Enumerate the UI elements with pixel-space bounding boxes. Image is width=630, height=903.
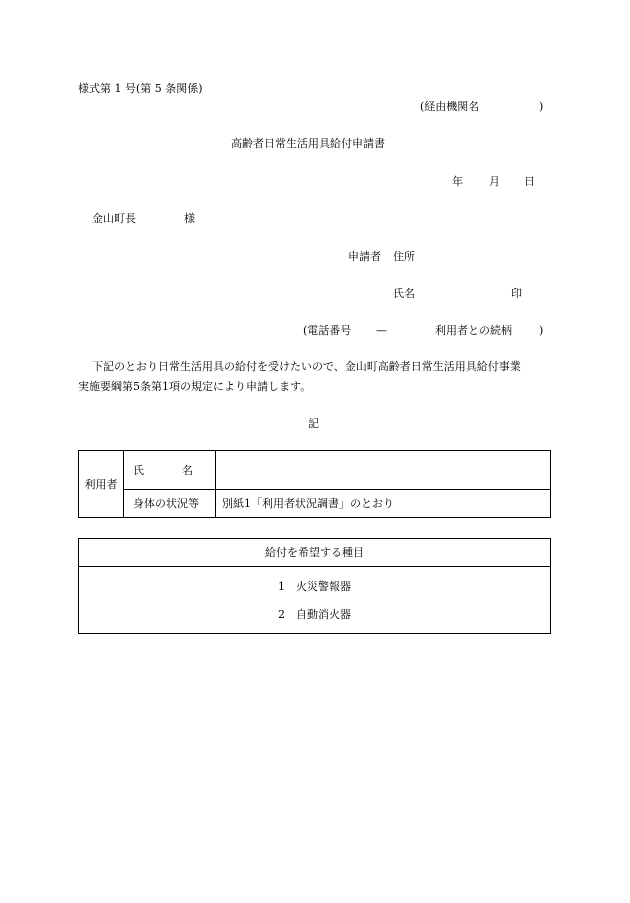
applicant-address-label: 住所	[393, 250, 415, 263]
desired-item-1: 1 火災警報器	[278, 579, 351, 593]
applicant-name-label: 氏名	[393, 287, 415, 300]
form-number: 様式第 1 号(第 5 条関係)	[78, 82, 203, 95]
condition-value: 別紙1「利用者状況調書」のとおり	[216, 490, 551, 518]
ki-heading: 記	[308, 417, 319, 430]
desired-items-header: 給付を希望する種目	[79, 539, 551, 567]
user-name-value	[216, 451, 551, 490]
via-org-close: )	[539, 100, 544, 113]
desired-items-list	[79, 567, 551, 634]
addressee-honorific: 様	[184, 212, 195, 225]
condition-label: 身体の状況等	[124, 490, 216, 518]
user-info-table	[78, 450, 551, 518]
user-name-label-cell	[124, 451, 216, 490]
seal-mark: 印	[511, 287, 522, 300]
addressee-name: 金山町長	[92, 212, 136, 225]
date-year: 年	[452, 175, 463, 188]
date-month: 月	[489, 175, 500, 188]
user-group-label: 利用者	[79, 451, 124, 518]
user-name-label-char-1: 氏	[133, 463, 144, 477]
form-title: 高齢者日常生活用具給付申請書	[231, 137, 385, 150]
body-text-line1: 下記のとおり日常生活用具の給付を受けたいので、金山町高齢者日常生活用具給付事業	[92, 360, 521, 373]
phone-dash: —	[376, 324, 387, 337]
relation-close: )	[539, 324, 544, 337]
user-name-label-char-2: 名	[182, 463, 193, 477]
body-text-line2: 実施要綱第5条第1項の規定により申請します。	[78, 380, 312, 393]
date-day: 日	[524, 175, 535, 188]
desired-items-table	[78, 538, 551, 634]
desired-item-2: 2 自動消火器	[278, 607, 351, 621]
relation-label: 利用者との続柄	[435, 324, 512, 337]
applicant-label: 申請者	[348, 250, 381, 263]
phone-label: (電話番号	[303, 324, 352, 337]
via-org-label: (経由機関名	[420, 100, 480, 113]
